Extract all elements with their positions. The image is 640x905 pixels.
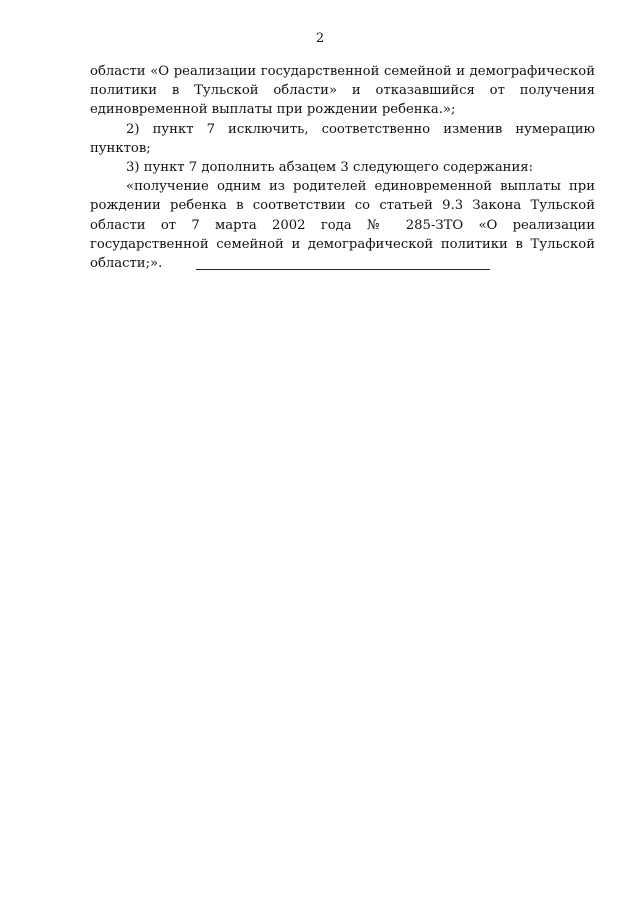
paragraph-continuation: области «О реализации государственной семейной и демографической политики в Тульской области» и отказавшийся от получения единовременной выплаты при рождении ребенка.»; — [90, 64, 595, 118]
paragraph-item-3: 3) пункт 7 дополнить абзацем 3 следующего содержания: — [126, 160, 534, 176]
paragraph-item-2: 2) пункт 7 исключить, соответственно изменив нумерацию пунктов; — [90, 121, 595, 156]
document-body — [90, 62, 595, 273]
end-separator-line — [196, 269, 490, 270]
paragraph-quoted-text: «получение одним из родителей единовременной выплаты при рождении ребенка в соответствии со статьей 9.3 Закона Тульской области от 7 марта 2002 года № 285-ЗТО «О реализации государственной семейной и демографической политики в Тульской области;». — [90, 179, 595, 272]
page-number: 2 — [315, 31, 325, 46]
